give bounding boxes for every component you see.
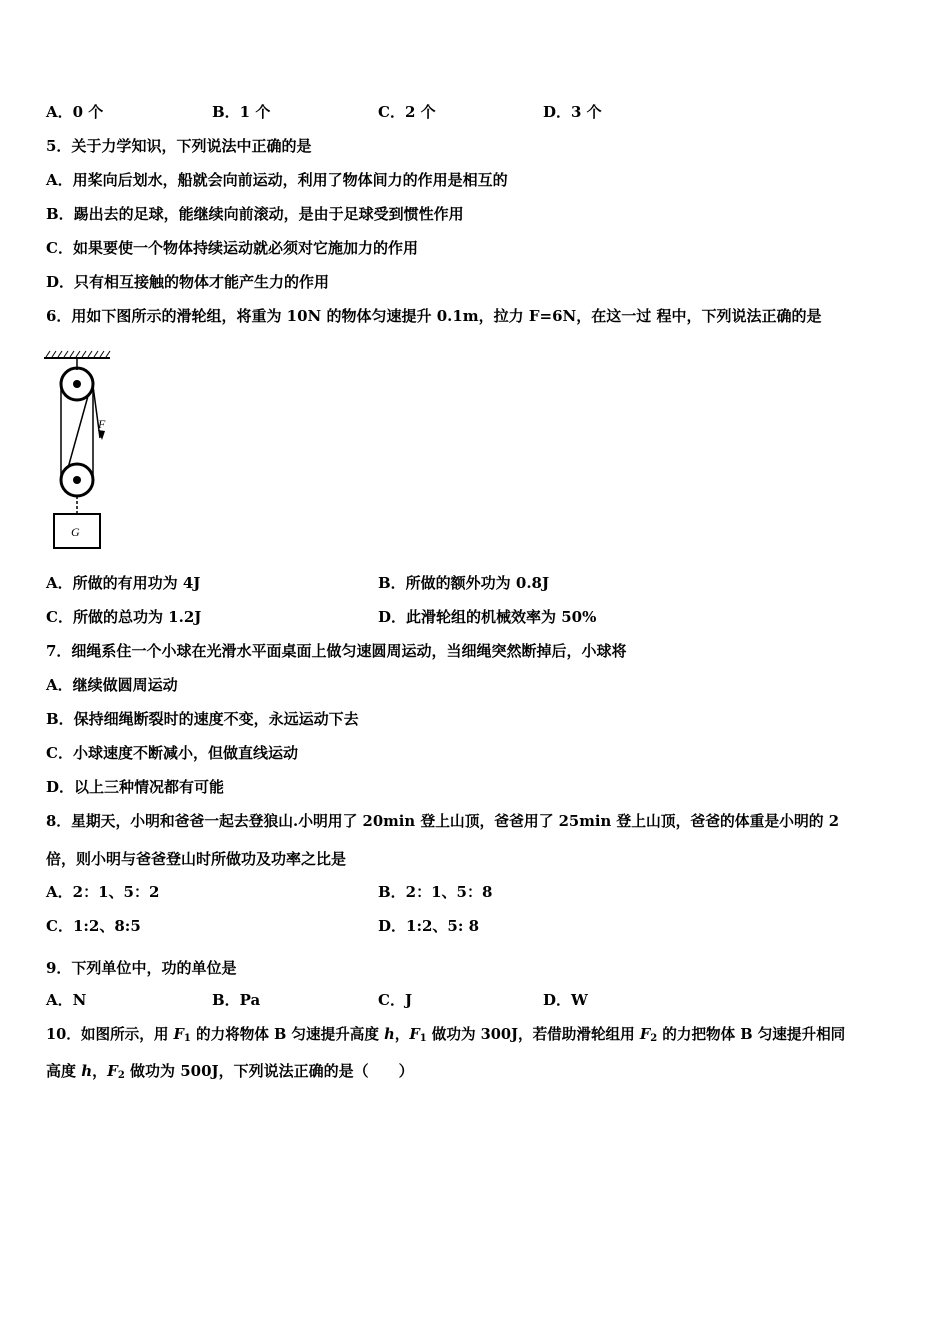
q6-stem: 6．用如下图所示的滑轮组，将重为 10N 的物体匀速提升 0.1m，拉力 F=6N，在这一过 程中，下列说法正确的是	[46, 307, 822, 325]
q5-option-b: B．踢出去的足球，能继续向前滚动，是由于足球受到惯性作用	[46, 205, 464, 223]
q5-option-c: C．如果要使一个物体持续运动就必须对它施加力的作用	[46, 239, 418, 257]
q7-stem: 7．细绳系住一个小球在光滑水平面桌面上做匀速圆周运动，当细绳突然断掉后，小球将	[46, 642, 627, 660]
q4-option-a: A．0 个	[46, 103, 104, 121]
q7-option-c: C．小球速度不断减小，但做直线运动	[46, 744, 298, 762]
q9-option-c: C．J	[378, 991, 413, 1009]
q8-option-a: A．2：1、5：2	[46, 883, 160, 901]
q6-option-a: A．所做的有用功为 4J	[46, 574, 201, 592]
pulley-diagram	[40, 348, 120, 556]
q8-stem-line1: 8．星期天，小明和爸爸一起去登狼山.小明用了 20min 登上山顶，爸爸用了 25min 登上山顶，爸爸的体重是小明的 2	[46, 813, 840, 830]
q8-option-b: B．2：1、5：8	[378, 883, 493, 901]
q8-stem-line2: 倍，则小明与爸爸登山时所做功及功率之比是	[46, 850, 347, 868]
q8-option-c: C．1:2、8:5	[46, 917, 141, 935]
q7-option-b: B．保持细绳断裂时的速度不变，永远运动下去	[46, 710, 359, 728]
q10-stem-line2: 高度 h，$F_2$ 做功为 500J，下列说法正确的是（ ）	[46, 1062, 414, 1081]
q6-option-b: B．所做的额外功为 0.8J	[378, 574, 550, 592]
q7-option-a: A．继续做圆周运动	[46, 676, 178, 694]
q7-option-d: D．以上三种情况都有可能	[46, 778, 225, 796]
q6-option-d: D．此滑轮组的机械效率为 50%	[378, 608, 597, 626]
q9-stem: 9．下列单位中，功的单位是	[46, 959, 237, 977]
q5-option-d: D．只有相互接触的物体才能产生力的作用	[46, 273, 330, 291]
q8-option-d: D．1:2、5: 8	[378, 917, 480, 935]
weight-label: G	[71, 525, 80, 539]
q9-option-b: B．Pa	[212, 991, 261, 1009]
q6-option-c: C．所做的总功为 1.2J	[46, 608, 202, 626]
q9-option-a: A．N	[46, 991, 87, 1009]
q4-option-c: C．2 个	[378, 103, 436, 121]
q4-option-d: D．3 个	[543, 103, 602, 121]
q5-option-a: A．用桨向后划水，船就会向前运动，利用了物体间力的作用是相互的	[46, 171, 508, 189]
q4-option-b: B．1 个	[212, 103, 271, 121]
q9-option-d: D．W	[543, 991, 588, 1009]
q10-stem-line1: 10．如图所示，用 $F_1$ 的力将物体 B 匀速提升高度 h，$F_1$ 做功为 300J，若借助滑轮组用 $F_2$ 的力把物体 B 匀速提升相同	[46, 1026, 846, 1044]
force-label: F	[98, 417, 106, 431]
q5-stem: 5．关于力学知识，下列说法中正确的是	[46, 137, 312, 155]
